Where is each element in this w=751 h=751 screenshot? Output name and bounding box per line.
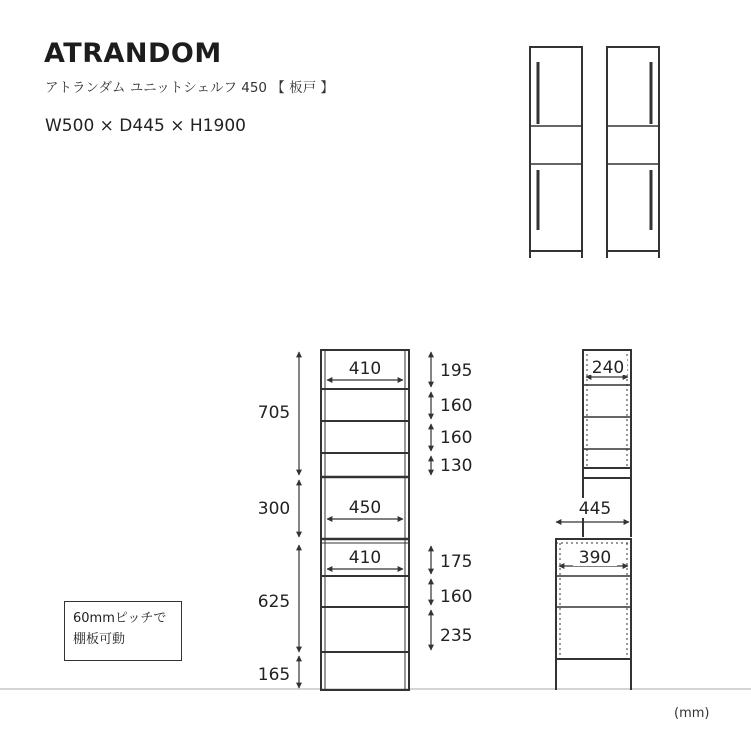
spacing-u4: 130 [440,456,473,476]
spacing-l1: 175 [440,552,473,572]
spacing-l2: 160 [440,587,473,607]
side-depth-total: 445 [578,499,612,519]
spacing-u3: 160 [440,428,473,448]
height-middle-label: 300 [257,499,291,519]
thumbnail-shelf-1 [530,47,582,258]
product-title: ATRANDOM [44,38,222,69]
side-depth-lower: 390 [578,548,612,568]
unit-label: (mm) [674,706,710,721]
overall-dimensions: W500 × D445 × H1900 [45,116,246,136]
front-width-middle: 450 [348,498,382,518]
product-subtitle: アトランダム ユニットシェルフ 450 【 板戸 】 [45,80,334,96]
height-upper-label: 705 [257,403,291,423]
thumbnail-shelf-2 [607,47,659,258]
front-width-lower: 410 [348,548,382,568]
height-foot-label: 165 [257,665,291,685]
note-line-2: 棚板可動 [73,632,126,647]
side-depth-upper: 240 [591,358,625,378]
adjustable-shelf-note [64,601,182,661]
front-width-arrows [327,380,403,569]
front-view-shelf [321,350,409,690]
height-lower-label: 625 [257,592,291,612]
front-width-upper: 410 [348,359,382,379]
spacing-u1: 195 [440,361,473,381]
note-line-1: 60mmピッチで [73,611,167,626]
spacing-l3: 235 [440,626,473,646]
spacing-u2: 160 [440,396,473,416]
side-depth-arrows [556,377,629,566]
